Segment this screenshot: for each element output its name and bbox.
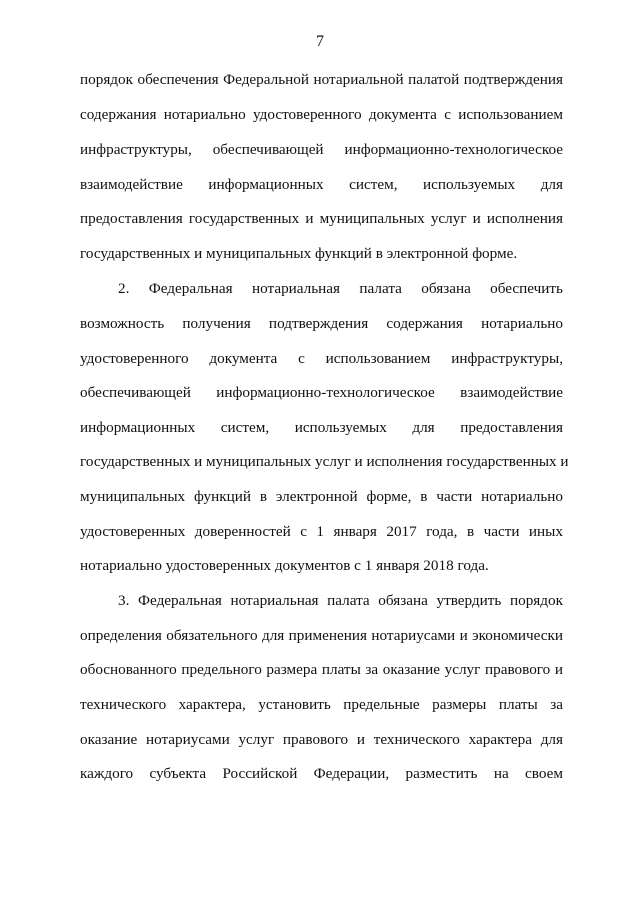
text-line: обеспечивающей информационно-технологическое взаимодействие (80, 384, 563, 401)
text-line: государственных и муниципальных услуг и исполнения государственных и (80, 453, 569, 470)
text-line: нотариально удостоверенных документов с 1 января 2018 года. (80, 557, 489, 574)
text-line: технического характера, установить предельные размеры платы за (80, 696, 563, 713)
text-line: удостоверенных доверенностей с 1 января 2017 года, в части иных (80, 523, 563, 540)
text-line: взаимодействие информационных систем, используемых для (80, 176, 563, 193)
paragraph-3-first-line: 3. Федеральная нотариальная палата обязана утвердить порядок (118, 592, 563, 609)
text-line: информационных систем, используемых для предоставления (80, 419, 563, 436)
page-number: 7 (316, 33, 324, 50)
text-line: каждого субъекта Российской Федерации, разместить на своем (80, 765, 563, 782)
text-line: порядок обеспечения Федеральной нотариальной палатой подтверждения (80, 71, 563, 88)
paragraph-2-first-line: 2. Федеральная нотариальная палата обязана обеспечить (118, 280, 563, 297)
text-line: предоставления государственных и муниципальных услуг и исполнения (80, 210, 563, 227)
text-line: муниципальных функций в электронной форме, в части нотариально (80, 488, 563, 505)
text-line: обоснованного предельного размера платы за оказание услуг правового и (80, 661, 563, 678)
text-line: удостоверенного документа с использованием инфраструктуры, (80, 350, 563, 367)
text-line: возможность получения подтверждения содержания нотариально (80, 315, 563, 332)
text-line: оказание нотариусами услуг правового и технического характера для (80, 731, 563, 748)
text-line: определения обязательного для применения нотариусами и экономически (80, 627, 563, 644)
text-line: содержания нотариально удостоверенного документа с использованием (80, 106, 563, 123)
text-line: инфраструктуры, обеспечивающей информационно-технологическое (80, 141, 563, 158)
text-line: государственных и муниципальных функций в электронной форме. (80, 245, 518, 262)
